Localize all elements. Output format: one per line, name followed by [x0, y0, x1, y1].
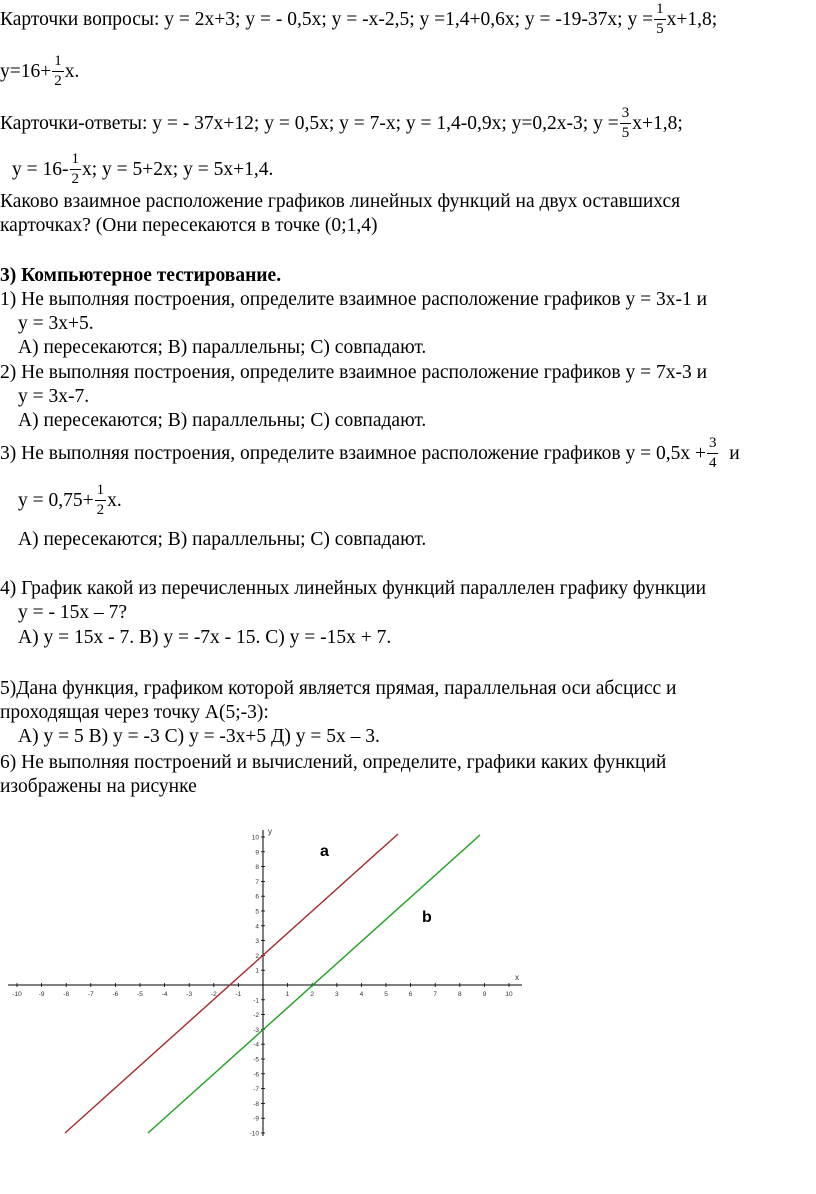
fraction: $\frac{3}{4}$	[708, 435, 717, 471]
y-tick-label: -1	[253, 997, 259, 1005]
q2-text-2: y = 3x-7.	[18, 386, 90, 407]
x-tick-label: -9	[38, 991, 45, 998]
x-tick-label: -4	[161, 991, 168, 998]
cards-questions-text: Карточки вопросы: y = 2x+3; y = - 0,5x; y = -x-2,5; y =1,4+0,6x; y = -19-37x; y =	[0, 8, 654, 30]
y-tick-label: 7	[255, 878, 259, 886]
y-tick-label: -4	[253, 1041, 259, 1049]
x-tick-label: -3	[186, 991, 193, 998]
q5-answers: А) y = 5 В) y = -3 С) y = -3x+5 Д) y = 5x – 3.	[18, 726, 380, 747]
y-tick-label: -9	[253, 1115, 259, 1123]
x-tick-label: 9	[482, 991, 487, 998]
q3-answers: А) пересекаются; В) параллельны; С) совпадают.	[18, 529, 427, 550]
q4-text-2: y = - 15x – 7?	[18, 602, 128, 623]
y-tick-label: -3	[253, 1026, 259, 1034]
y-tick-label: 8	[255, 864, 259, 872]
cards-questions-tail: x+1,8;	[666, 8, 718, 30]
cards-questions-line-1	[0, 2, 717, 39]
q3-line-2: y = 0,75+ $\frac{1}{2}$ x.	[18, 482, 122, 518]
label-a: a	[320, 843, 329, 860]
section-title: 3) Компьютерное тестирование.	[0, 265, 282, 286]
fraction: $\frac{1}{2}$	[54, 53, 62, 89]
cards-answers-line-2: y = 16- $\frac{1}{2}$ x; y = 5+2x; y = 5x+1,4.	[12, 151, 274, 187]
function-graph	[0, 820, 540, 1140]
x-tick-label: 1	[285, 991, 290, 998]
q4-answers: А) у = 15x - 7. В) y = -7x - 15. С) y = -15x + 7.	[18, 627, 392, 648]
y-tick-label: 6	[255, 893, 259, 901]
y-tick-label: 2	[255, 952, 259, 960]
q1-text: 1) Не выполняя построения, определите взаимное расположение графиков у = 3x-1 и	[0, 289, 708, 310]
x-tick-label: 2	[310, 991, 315, 998]
q3-line-1: 3) Не выполняя построения, определите взаимное расположение графиков y = 0,5х + $\frac{3}{4}$ и	[0, 435, 740, 471]
x-tick-label: 5	[384, 991, 388, 998]
q5-text-2: проходящая через точку А(5;-3):	[0, 702, 269, 723]
y-tick-label: -10	[249, 1130, 259, 1138]
x-tick-label: -1	[235, 991, 242, 998]
x-tick-label: -10	[12, 991, 22, 998]
cards-questions-line-2: y=16+ $\frac{1}{2}$ x.	[0, 53, 80, 89]
y-tick-label: -8	[253, 1100, 259, 1108]
x-tick-label: 6	[408, 991, 413, 998]
y-tick-label: 10	[251, 834, 259, 842]
x-tick-label: 3	[334, 991, 339, 998]
x-tick-label: -2	[210, 991, 217, 998]
y-tick-label: 4	[255, 923, 259, 931]
y-tick-label: -5	[253, 1056, 259, 1064]
x-tick-label: -7	[87, 991, 94, 998]
q6-text-2: изображены на рисунке	[0, 776, 197, 797]
x-tick-label: -6	[112, 991, 119, 998]
fraction: $\frac{1}{2}$	[96, 482, 105, 518]
x-tick-label: -8	[63, 991, 70, 998]
y-tick-label: -7	[253, 1086, 259, 1094]
x-tick-label: 8	[457, 991, 462, 998]
q1-text-2: y = 3x+5.	[18, 313, 94, 334]
fraction: $\frac{3}{5}$	[621, 105, 630, 141]
q2-answers: А) пересекаются; В) параллельны; С) совпадают.	[18, 410, 427, 431]
q6-text: 6) Не выполняя построений и вычислений, определите, графики каких функций	[0, 752, 667, 773]
q4-text: 4) График какой из перечисленных линейных функций параллелен графику функции	[0, 578, 707, 599]
y-tick-label: 5	[255, 908, 259, 916]
y-tick-label: 3	[255, 938, 259, 946]
x-tick-label: 4	[359, 991, 364, 998]
y-tick-label: -2	[253, 1012, 259, 1020]
cards-answers-line-1: Карточки-ответы: y = - 37x+12; y = 0,5x; y = 7-x; y = 1,4-0,9x; y=0,2x-3; y = $\frac{3}{5}$ x+1,8;	[0, 105, 683, 141]
label-b: b	[422, 909, 432, 926]
y-axis-label: y	[268, 827, 272, 836]
y-tick-label: -6	[253, 1071, 259, 1079]
question-main-line-2: карточках? (Они пересекаются в точке (0;1,4)	[0, 215, 378, 236]
q5-text: 5)Дана функция, графиком которой является прямая, параллельная оси абсцисс и	[0, 678, 677, 699]
y-tick-label: 9	[255, 849, 259, 857]
x-tick-label: -5	[137, 991, 143, 998]
line-b	[148, 835, 480, 1133]
fraction: $\frac{1}{5}$	[656, 1, 664, 37]
q2-text: 2) Не выполняя построения, определите взаимное расположение графиков у = 7x-3 и	[0, 362, 708, 383]
question-main-line-1: Каково взаимное расположение графиков линейных функций на двух оставшихся	[0, 191, 681, 212]
y-tick-label: 1	[255, 967, 259, 975]
fraction: $\frac{1}{2}$	[71, 151, 79, 187]
x-axis-label: x	[515, 973, 519, 982]
q1-answers: А) пересекаются; В) параллельны; С) совпадают.	[18, 337, 427, 358]
line-a	[65, 834, 398, 1133]
x-tick-label: 7	[433, 991, 438, 998]
x-tick-label: 10	[505, 991, 513, 998]
